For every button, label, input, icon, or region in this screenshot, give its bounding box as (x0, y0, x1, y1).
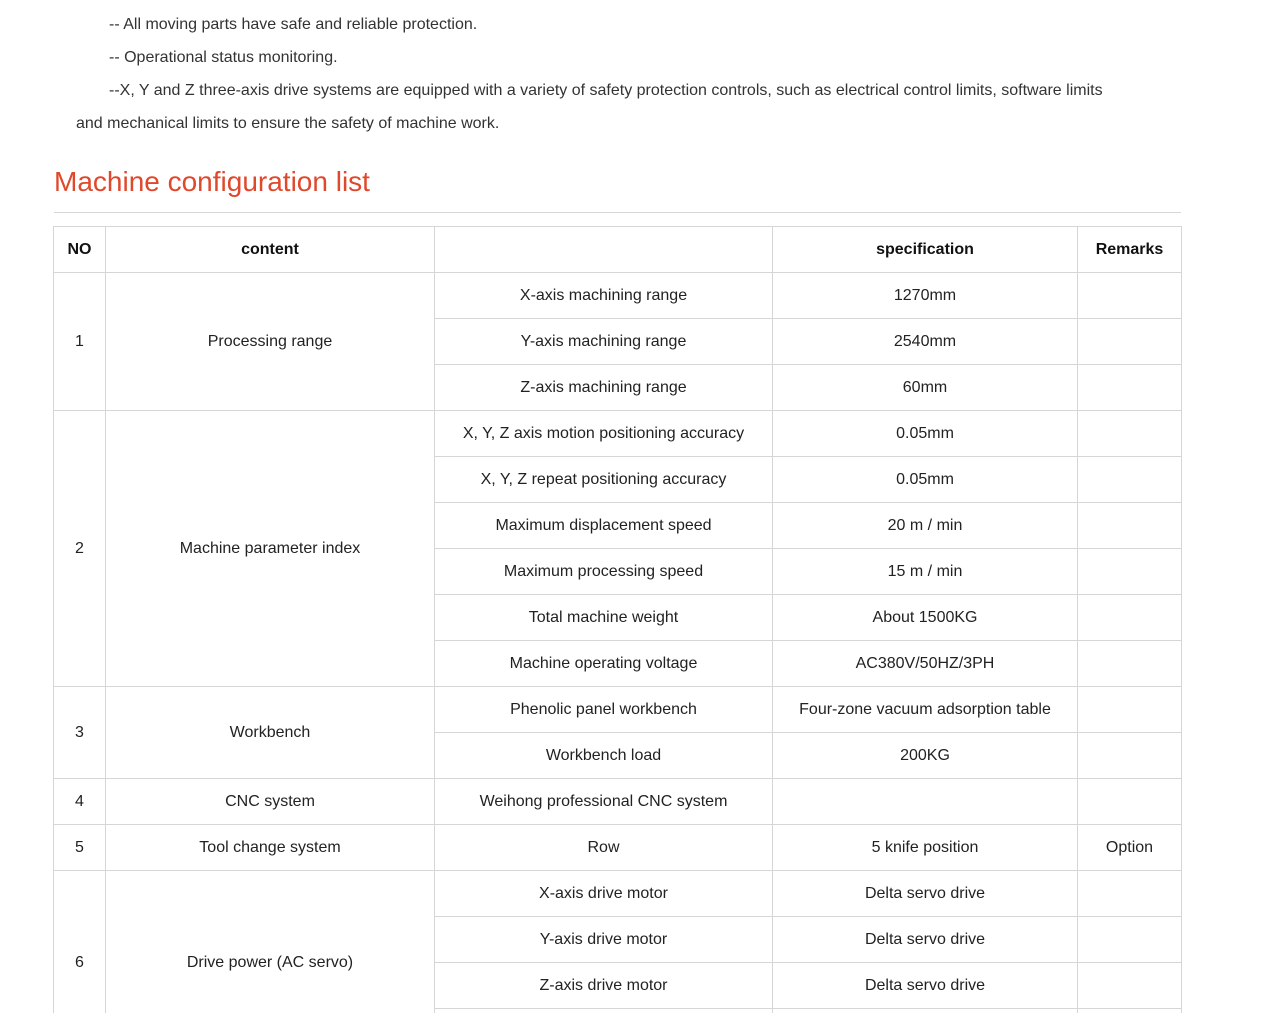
remarks-cell (1078, 549, 1182, 595)
item-cell: Y-axis machining range (435, 319, 773, 365)
table-row (54, 871, 1182, 917)
specification-cell: 0.05mm (773, 457, 1078, 503)
table-row (54, 411, 1182, 457)
content-cell: Drive power (AC servo) (106, 871, 435, 1013)
section-title: Machine configuration list (54, 166, 370, 197)
remarks-cell (1078, 411, 1182, 457)
item-cell: Maximum displacement speed (435, 503, 773, 549)
specification-cell: About 1500KG (773, 595, 1078, 641)
intro-line: -- Operational status monitoring. (109, 49, 338, 66)
header-remarks: Remarks (1078, 227, 1182, 273)
specification-cell: Delta servo drive (773, 963, 1078, 1009)
header-no: NO (54, 227, 106, 273)
content-cell: Processing range (106, 273, 435, 411)
table-row (54, 779, 1182, 825)
specification-cell: 20 m / min (773, 503, 1078, 549)
header-specification: specification (773, 227, 1078, 273)
item-cell: X-axis machining range (435, 273, 773, 319)
specification-cell: 0.05mm (773, 411, 1078, 457)
intro-line: --X, Y and Z three-axis drive systems are equipped with a variety of safety protection controls, such as electrical control limits, software limits (109, 82, 1103, 99)
remarks-cell (1078, 687, 1182, 733)
table-header-row (54, 227, 1182, 273)
item-cell: Total machine weight (435, 595, 773, 641)
specification-cell: 1270mm (773, 273, 1078, 319)
remarks-cell (1078, 1009, 1182, 1013)
specification-cell (773, 1009, 1078, 1013)
row-number: 6 (54, 871, 106, 1013)
header-content: content (106, 227, 435, 273)
config-table (53, 226, 1182, 1013)
remarks-cell (1078, 457, 1182, 503)
config-table-body (54, 227, 1182, 1013)
item-cell: Workbench load (435, 733, 773, 779)
specification-cell: 5 knife position (773, 825, 1078, 871)
row-number: 4 (54, 779, 106, 825)
header-item (435, 227, 773, 273)
table-row (54, 273, 1182, 319)
intro-line: -- All moving parts have safe and reliable protection. (109, 16, 478, 33)
title-divider (54, 212, 1181, 213)
specification-cell: Delta servo drive (773, 871, 1078, 917)
remarks-cell: Option (1078, 825, 1182, 871)
specification-cell: 200KG (773, 733, 1078, 779)
remarks-cell (1078, 963, 1182, 1009)
specification-cell: 60mm (773, 365, 1078, 411)
item-cell: Maximum processing speed (435, 549, 773, 595)
item-cell: X, Y, Z axis motion positioning accuracy (435, 411, 773, 457)
item-cell (435, 1009, 773, 1013)
content-cell: CNC system (106, 779, 435, 825)
table-row (54, 687, 1182, 733)
item-cell: X-axis drive motor (435, 871, 773, 917)
item-cell: X, Y, Z repeat positioning accuracy (435, 457, 773, 503)
item-cell: Z-axis machining range (435, 365, 773, 411)
remarks-cell (1078, 503, 1182, 549)
specification-cell: Four-zone vacuum adsorption table (773, 687, 1078, 733)
item-cell: Phenolic panel workbench (435, 687, 773, 733)
item-cell: Y-axis drive motor (435, 917, 773, 963)
intro-paragraph (76, 8, 1156, 140)
table-row (54, 825, 1182, 871)
row-number: 2 (54, 411, 106, 687)
row-number: 1 (54, 273, 106, 411)
specification-cell: AC380V/50HZ/3PH (773, 641, 1078, 687)
remarks-cell (1078, 917, 1182, 963)
item-cell: Machine operating voltage (435, 641, 773, 687)
content-cell: Tool change system (106, 825, 435, 871)
remarks-cell (1078, 733, 1182, 779)
specification-cell: Delta servo drive (773, 917, 1078, 963)
item-cell: Weihong professional CNC system (435, 779, 773, 825)
remarks-cell (1078, 319, 1182, 365)
intro-line: and mechanical limits to ensure the safety of machine work. (76, 115, 500, 132)
content-cell: Machine parameter index (106, 411, 435, 687)
remarks-cell (1078, 641, 1182, 687)
row-number: 5 (54, 825, 106, 871)
specification-cell: 15 m / min (773, 549, 1078, 595)
remarks-cell (1078, 779, 1182, 825)
specification-cell (773, 779, 1078, 825)
specification-cell: 2540mm (773, 319, 1078, 365)
remarks-cell (1078, 273, 1182, 319)
remarks-cell (1078, 871, 1182, 917)
item-cell: Row (435, 825, 773, 871)
row-number: 3 (54, 687, 106, 779)
remarks-cell (1078, 595, 1182, 641)
item-cell: Z-axis drive motor (435, 963, 773, 1009)
content-cell: Workbench (106, 687, 435, 779)
remarks-cell (1078, 365, 1182, 411)
